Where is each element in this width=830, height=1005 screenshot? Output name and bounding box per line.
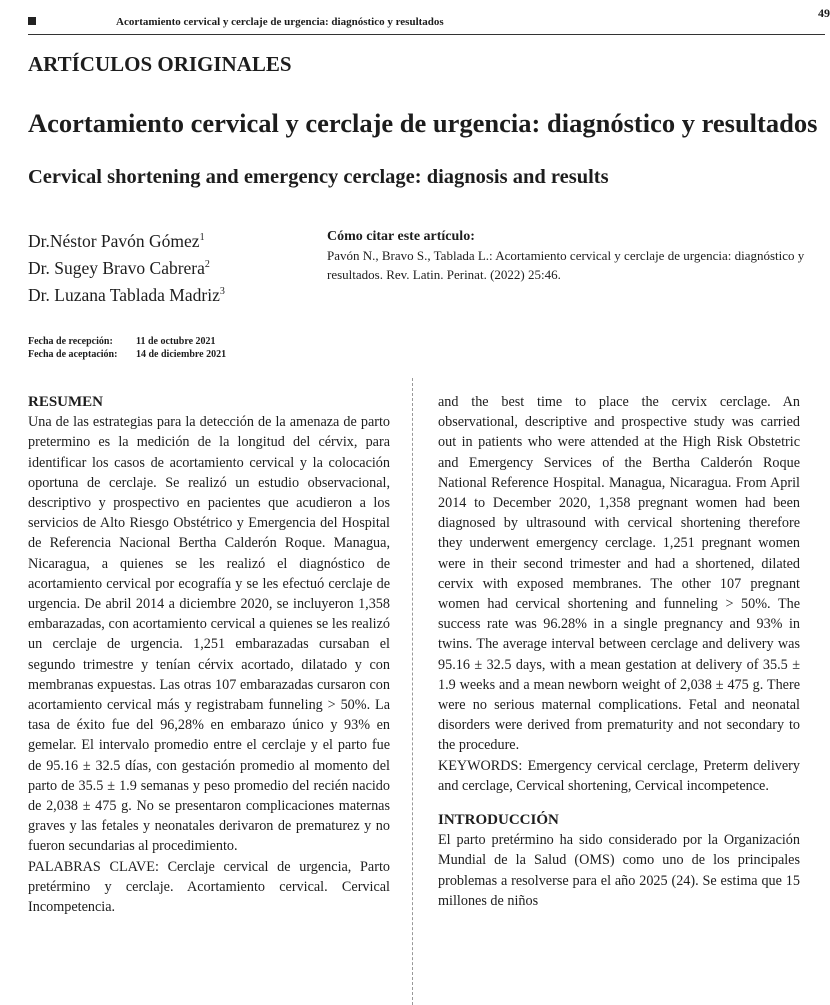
header-bullet-icon (28, 17, 36, 25)
author: Dr. Luzana Tablada Madriz$^3$ (28, 284, 225, 305)
citation-text: Pavón N., Bravo S., Tablada L.: Acortamiento cervical y cerclaje de urgencia: diagnóstico y resultados. Rev. Latin. Perinat. (2022) 25:46. (327, 248, 805, 282)
resumen-keywords: PALABRAS CLAVE: Cerclaje cervical de urgencia, Parto pretérmino y cerclaje. Acortamiento cervical. Cervical Incompetencia. (28, 858, 390, 916)
author: Dr.Néstor Pavón Gómez$^1$ (28, 230, 205, 251)
abstract-column (438, 392, 800, 911)
received-date: 11 de octubre 2021 (136, 336, 216, 347)
abstract-keywords: KEYWORDS: Emergency cervical cerclage, Preterm delivery and cerclage, Cervical shortening, Cervical incompetence. (438, 757, 800, 794)
citation-label: Cómo citar este artículo: (327, 229, 475, 244)
received-label: Fecha de recepción: (28, 336, 113, 347)
abstract-body: and the best time to place the cervix cerclage. An observational, descriptive and prospective study was carried out in patients who were attended at the High Risk Obstetric and Emergency Services of the Bertha Calderón Roque National Reference Hospital. Managua, Nicaragua. From April 2014 to December 2020, 1,358 pregnant women had been diagnosed by ultrasound with cervical shortening therefore they underwent emergency cerclage. 1,251 pregnant women were in their second trimester and had a shortened, dilated cervix with exposed membranes. The other 107 pregnant women had cervical shortening and funneling > 50%. The success rate was 96.28% in a single pregnancy and 93% in twins. The average interval between cerclage and delivery was 95.16 ± 32.5 days, with a mean gestation at delivery of 35.5 ± 1.9 weeks and a mean newborn weight of 2,038 ± 475 g. There were no serious maternal complications. Fetal and neonatal disorders were derived from prematurity and not secondary to the procedure. (438, 394, 800, 754)
accepted-label: Fecha de aceptación: (28, 349, 118, 360)
running-header-bar (28, 6, 830, 35)
author: Dr. Sugey Bravo Cabrera$^2$ (28, 257, 210, 278)
column-divider (412, 378, 413, 1005)
resumen-heading: RESUMEN (28, 394, 104, 410)
article-title-es: Acortamiento cervical y cerclaje de urgencia: diagnóstico y resultados (28, 108, 818, 138)
resumen-column (28, 392, 390, 917)
author-list (28, 226, 225, 306)
introduccion-heading: INTRODUCCIÓN (438, 812, 559, 829)
running-header: Acortamiento cervical y cerclaje de urgencia: diagnóstico y resultados (116, 16, 444, 28)
section-label: ARTÍCULOS ORIGINALES (28, 52, 292, 76)
resumen-body: Una de las estrategias para la detección de la amenaza de parto pretermino es la medición de la longitud del cérvix, para identificar los casos de acortamiento cervical y la colocación oportuna de cerclaje. Se realizó un estudio observacional, descriptivo y prospectivo en pacientes que acudieron a los servicios de Alto Riesgo Obstétrico y Emergencia del Hospital de Referencia Nacional Bertha Calderón Roque. Managua, Nicaragua, a quienes se les realizó el diagnóstico de acortamiento cervical por ecografía y se les efectuó cerclaje de urgencia. De abril 2014 a diciembre 2020, se incluyeron 1,358 embarazadas, con acortamiento cervical a quienes se les realizó un cerclaje de urgencia. 1,251 embarazadas cursaban el segundo trimestre y tenían cérvix acortado, dilatado y con membranas expuestas. Las otras 107 embarazadas cursaron con acortamiento cervical más y registrabam funneling > 50%. La tasa de éxito fue del 96,28% en embarazo único y 93% en gemelar. El intervalo promedio entre el cerclaje y el parto fue de 95.16 ± 32.5 días, con gestación promedio al momento del parto de 35.5 ± 1.9 semanas y peso promedio del recién nacido de 2,038 ± 475 g. No se presentaron complicaciones maternas graves y las fetales y neonatales derivaron de prematurez y no fueron secundarias al procedimiento. (28, 414, 390, 855)
accepted-date: 14 de diciembre 2021 (136, 349, 227, 360)
article-title-en: Cervical shortening and emergency cerclage: diagnosis and results (28, 166, 609, 188)
article-dates (28, 335, 226, 361)
introduccion-body: El parto pretérmino ha sido considerado por la Organización Mundial de la Salud (OMS) como uno de los principales problemas a resolverse para el año 2025 (24). Se estima que 15 millones de niños (438, 832, 800, 909)
citation-block (327, 227, 807, 284)
page-number: 49 (818, 6, 830, 20)
